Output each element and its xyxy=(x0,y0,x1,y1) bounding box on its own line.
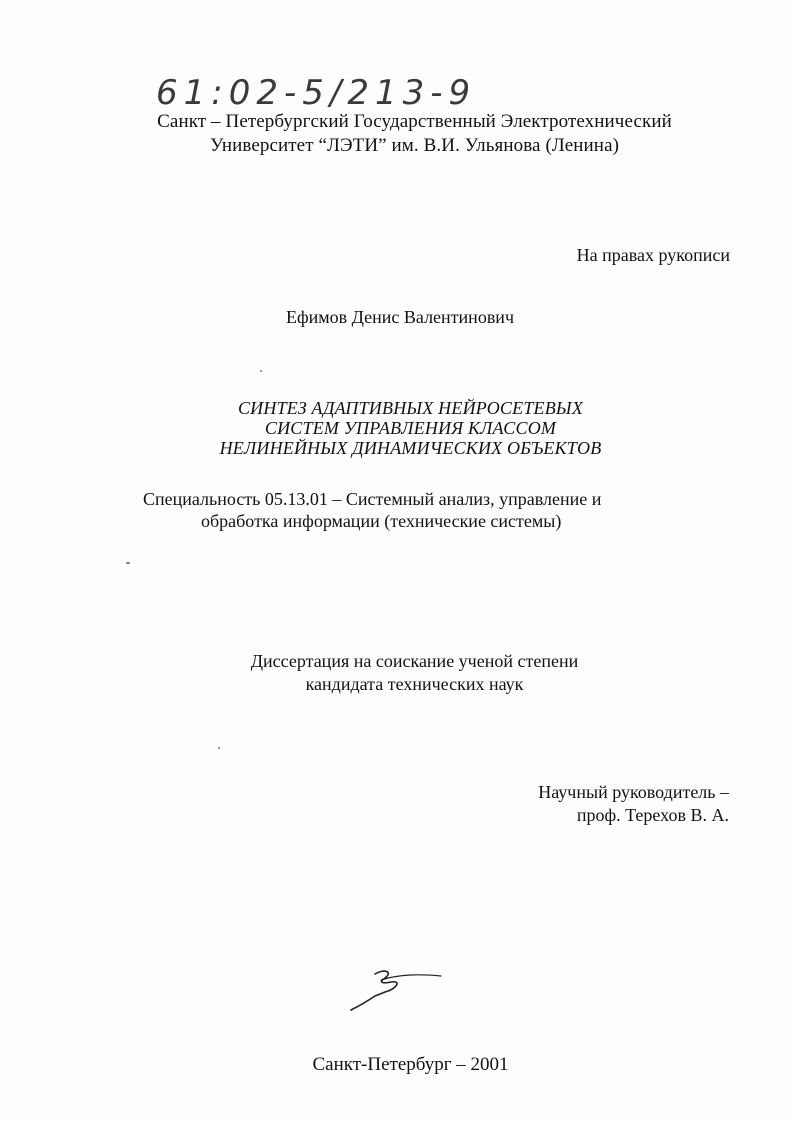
specialty-line-2: обработка информации (технические системы) xyxy=(201,511,562,531)
title-line-1: СИНТЕЗ АДАПТИВНЫХ НЕЙРОСЕТЕВЫХ xyxy=(237,398,584,418)
title-line-2: СИСТЕМ УПРАВЛЕНИЯ КЛАССОМ xyxy=(264,418,557,438)
manuscript-note: На правах рукописи xyxy=(576,245,730,265)
author-name: Ефимов Денис Валентинович xyxy=(286,307,514,327)
handwritten-signature xyxy=(345,966,445,1014)
title-line-3: НЕЛИНЕЙНЫХ ДИНАМИЧЕСКИХ ОБЪЕКТОВ xyxy=(219,438,602,458)
supervisor-line-2: проф. Терехов В. А. xyxy=(576,805,729,825)
degree-line-1: Диссертация на соискание ученой степени xyxy=(250,651,579,671)
specialty xyxy=(143,488,601,532)
specialty-line-1: Специальность 05.13.01 – Системный анализ, управление и xyxy=(143,489,602,509)
degree-statement xyxy=(18,650,793,696)
scan-speck xyxy=(126,562,130,564)
supervisor xyxy=(538,781,729,827)
university-header xyxy=(18,110,793,158)
university-line-1: Санкт – Петербургский Государственный Электротехнический xyxy=(157,111,672,132)
university-line-2: Университет “ЛЭТИ” им. В.И. Ульянова (Ленина) xyxy=(209,135,620,156)
scan-speck xyxy=(260,370,262,372)
supervisor-line-1: Научный руководитель – xyxy=(538,782,729,802)
city-year: Санкт-Петербург – 2001 xyxy=(312,1054,509,1075)
dissertation-title xyxy=(14,398,793,458)
scan-speck xyxy=(218,747,220,749)
degree-line-2: кандидата технических наук xyxy=(305,674,524,694)
archive-number-text: 61:02-5/213-9 xyxy=(156,73,477,113)
